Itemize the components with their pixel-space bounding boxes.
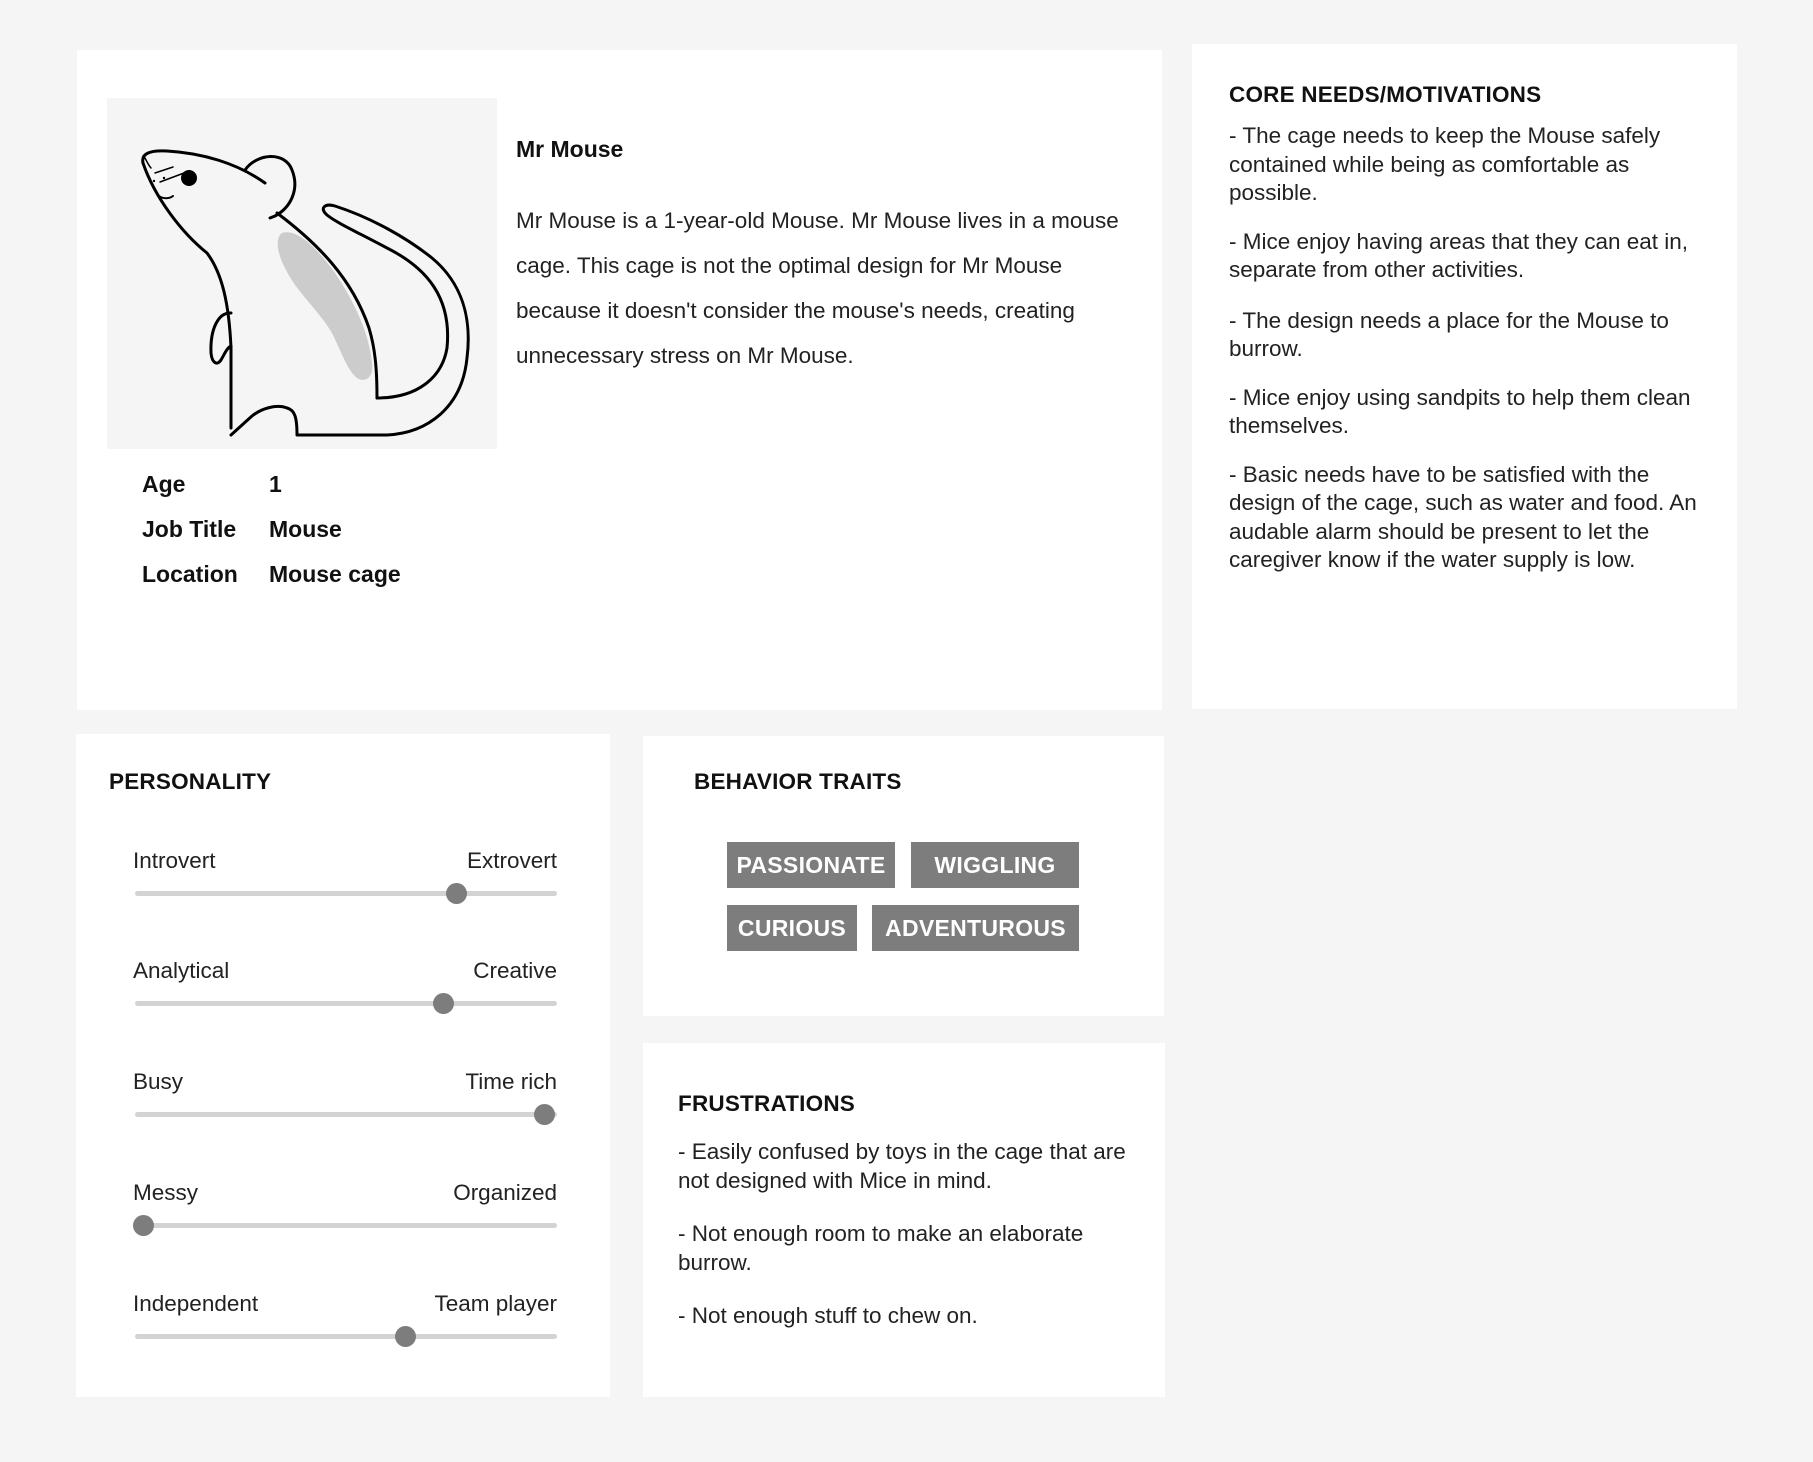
slider-label-left: Introvert [133,848,216,873]
core-needs-list [1229,122,1709,595]
fact-label: Job Title [142,516,237,542]
list-item: - Mice enjoy using sandpits to help them clean themselves. [1229,384,1691,438]
list-item: - Easily confused by toys in the cage that are not designed with Mice in mind. [678,1139,1126,1193]
fact-label: Location [142,561,238,587]
avatar [107,98,497,449]
fact-value: Mouse cage [269,561,401,587]
core-needs-card [1192,44,1737,709]
slider-label-right: Extrovert [466,848,557,873]
slider-busy-time-rich[interactable] [133,1069,557,1129]
trait-badge: CURIOUS [727,905,857,951]
list-item: - Basic needs have to be satisfied with the design of the cage, such as water and food. An audable alarm should be present to let the caregiver know if the water supply is low. [1229,461,1697,572]
persona-facts [142,462,401,597]
trait-badge: PASSIONATE [727,842,895,888]
slider-track[interactable] [135,1001,557,1006]
slider-analytical-creative[interactable] [133,958,557,1018]
personality-card [76,734,610,1397]
slider-label-right: Creative [473,958,557,983]
fact-row-job-title [142,507,401,552]
persona-name: Mr Mouse [516,136,624,162]
slider-thumb[interactable] [395,1326,416,1347]
fact-row-age [142,462,401,507]
fact-value: Mouse [269,516,342,542]
slider-introvert-extrovert[interactable] [133,848,557,908]
list-item: - Not enough room to make an elaborate burrow. [678,1221,1084,1275]
frustrations-list [678,1138,1138,1356]
fact-label: Age [142,471,186,497]
trait-badges [727,842,1097,968]
profile-card [77,50,1162,710]
slider-label-right: Team player [434,1291,557,1316]
slider-label-right: Organized [453,1180,557,1205]
section-title-core-needs: CORE NEEDS/MOTIVATIONS [1229,82,1542,107]
slider-label-left: Analytical [133,958,230,983]
section-title-behavior-traits: BEHAVIOR TRAITS [694,769,902,794]
slider-independent-team-player[interactable] [133,1291,557,1351]
slider-track[interactable] [135,1334,557,1339]
slider-label-left: Independent [133,1291,259,1316]
list-item: - The design needs a place for the Mouse to burrow. [1229,307,1669,361]
trait-badge: WIGGLING [911,842,1079,888]
section-title-frustrations: FRUSTRATIONS [678,1091,855,1116]
slider-label-left: Messy [133,1180,199,1205]
slider-thumb[interactable] [534,1104,555,1125]
section-title-personality: PERSONALITY [109,769,272,794]
fact-row-location [142,552,401,597]
mouse-illustration-icon [107,98,497,449]
list-item: - The cage needs to keep the Mouse safely contained while being as comfortable as possible. [1229,123,1661,205]
slider-label-right: Time rich [465,1069,557,1094]
trait-badge: ADVENTUROUS [872,905,1079,951]
slider-label-left: Busy [133,1069,184,1094]
frustrations-card [643,1043,1165,1397]
persona-bio: Mr Mouse is a 1-year-old Mouse. Mr Mouse lives in a mouse cage. This cage is not the optimal design for Mr Mouse because it doesn't consider the mouse's needs, creating unnecessary stress on Mr Mouse. [516,208,1119,368]
list-item: - Mice enjoy having areas that they can eat in, separate from other activities. [1229,228,1689,282]
slider-messy-organized[interactable] [133,1180,557,1240]
fact-value: 1 [269,471,282,497]
slider-track[interactable] [135,1223,557,1228]
slider-track[interactable] [135,891,557,896]
slider-track[interactable] [135,1112,557,1117]
slider-thumb[interactable] [446,883,467,904]
behavior-traits-card [643,736,1164,1016]
slider-thumb[interactable] [433,993,454,1014]
list-item: - Not enough stuff to chew on. [678,1303,978,1328]
slider-thumb[interactable] [133,1215,154,1236]
